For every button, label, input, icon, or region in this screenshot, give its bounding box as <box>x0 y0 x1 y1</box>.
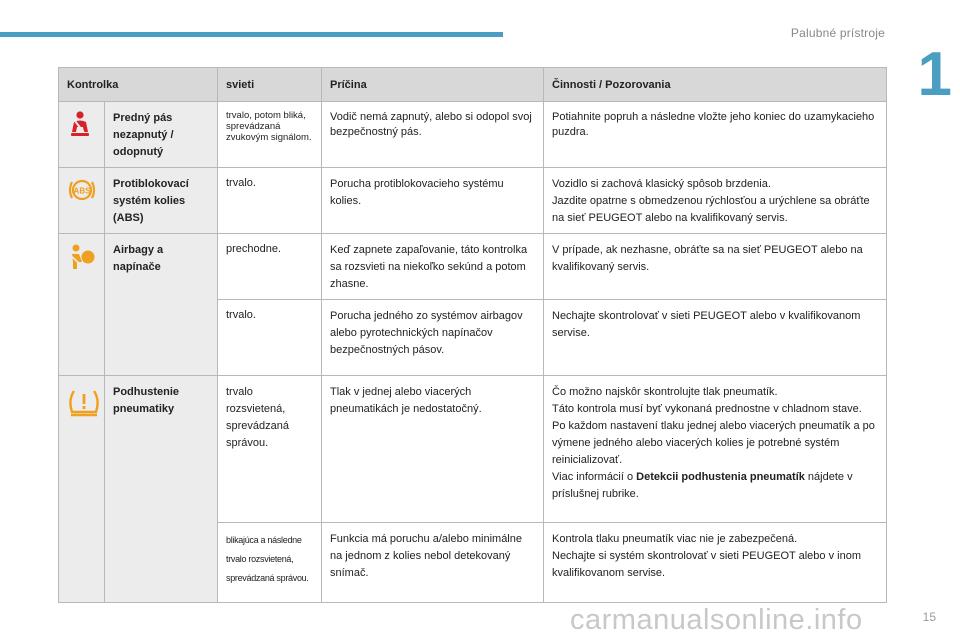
action-text: Čo možno najskôr skontrolujte tlak pneumatík. <box>552 386 778 398</box>
header-accent-bar <box>0 32 503 37</box>
indicator-icon-cell <box>59 168 105 234</box>
lit-condition: trvalo, potom bliká, sprevádzaná zvukovým signálom. <box>218 102 322 168</box>
action-text: Táto kontrola musí byť vykonaná prednostne v chladnom stave. <box>552 403 862 415</box>
indicator-name: Predný pás nezapnutý / odopnutý <box>105 102 218 168</box>
lit-condition: trvalo. <box>218 168 322 234</box>
abs-warning-icon <box>67 176 97 209</box>
action-text: Nechajte si systém skontrolovať v sieti PEUGEOT alebo v inom kvalifikovanom servise. <box>552 550 861 579</box>
table-row <box>59 376 887 523</box>
table-header-row <box>59 68 887 102</box>
actions-cell <box>544 523 887 603</box>
indicator-name: Protiblokovací systém kolies (ABS) <box>105 168 218 234</box>
actions-cell <box>544 376 887 523</box>
tyre-pressure-warning-icon <box>67 388 101 423</box>
seatbelt-warning-icon <box>67 110 93 143</box>
action-text: Potiahnite popruh a následne vložte jeho koniec do uzamykacieho puzdra. <box>552 111 875 138</box>
actions-cell <box>544 300 887 376</box>
column-header-cause: Príčina <box>322 68 544 102</box>
action-text: Kontrola tlaku pneumatík viac nie je zabezpečená. <box>552 533 798 545</box>
indicator-icon-cell <box>59 376 105 603</box>
actions-cell <box>544 234 887 300</box>
cause-text: Keď zapnete zapaľovanie, táto kontrolka sa rozsvieti na niekoľko sekúnd a potom zhasne. <box>322 234 544 300</box>
cause-text: Tlak v jednej alebo viacerých pneumatikách je nedostatočný. <box>322 376 544 523</box>
cause-text: Vodič nemá zapnutý, alebo si odopol svoj bezpečnostný pás. <box>322 102 544 168</box>
action-text: Jazdite opatrne s obmedzenou rýchlosťou a urýchlene sa obráťte na sieť PEUGEOT alebo na kvalifikovaný servis. <box>552 195 870 224</box>
actions-cell <box>544 102 887 168</box>
lit-condition: trvalo. <box>218 300 322 376</box>
action-text: Po každom nastavení tlaku jednej alebo viacerých pneumatík a po výmene jedného alebo viacerých kolies je potrebné systém reinicializovať. <box>552 420 875 466</box>
warning-lights-table <box>58 67 887 603</box>
see-more-suffix: nájdete v príslušnej rubrike. <box>552 471 853 500</box>
see-more-text <box>552 469 880 503</box>
column-header-indicator: Kontrolka <box>59 68 218 102</box>
lit-condition: prechodne. <box>218 234 322 300</box>
column-header-actions: Činnosti / Pozorovania <box>544 68 887 102</box>
indicator-name: Airbagy a napínače <box>105 234 218 376</box>
lit-condition: blikajúca a následne trvalo rozsvietená, sprevádzaná správou. <box>218 523 322 603</box>
actions-cell <box>544 168 887 234</box>
section-title: Palubné prístroje <box>790 26 885 40</box>
cause-text: Funkcia má poruchu a/alebo minimálne na jednom z kolies nebol detekovaný snímač. <box>322 523 544 603</box>
action-text: Nechajte skontrolovať v sieti PEUGEOT alebo v kvalifikovanom servise. <box>552 310 861 339</box>
cause-text: Porucha protiblokovacieho systému kolies. <box>322 168 544 234</box>
indicator-icon-cell <box>59 234 105 376</box>
indicator-name: Podhustenie pneumatiky <box>105 376 218 603</box>
see-more-prefix: Viac informácií o <box>552 471 637 483</box>
table-row <box>59 102 887 168</box>
chapter-number: 1 <box>917 40 952 109</box>
cause-text: Porucha jedného zo systémov airbagov alebo pyrotechnických napínačov bezpečnostných pásov. <box>322 300 544 376</box>
airbag-warning-icon <box>67 242 97 277</box>
watermark: carmanualsonline.info <box>570 604 863 636</box>
action-text: V prípade, ak nezhasne, obráťte sa na sieť PEUGEOT alebo na kvalifikovaný servis. <box>552 244 863 273</box>
table-row <box>59 168 887 234</box>
lit-condition: trvalo rozsvietená, sprevádzaná správou. <box>218 376 322 523</box>
action-text: Vozidlo si zachová klasický spôsob brzdenia. <box>552 178 771 190</box>
table-row <box>59 234 887 300</box>
see-more-topic: Detekcii podhustenia pneumatík <box>636 471 805 483</box>
page-number: 15 <box>922 610 936 624</box>
indicator-icon-cell <box>59 102 105 168</box>
svg-text:ABS: ABS <box>73 186 91 196</box>
column-header-lit: svieti <box>218 68 322 102</box>
